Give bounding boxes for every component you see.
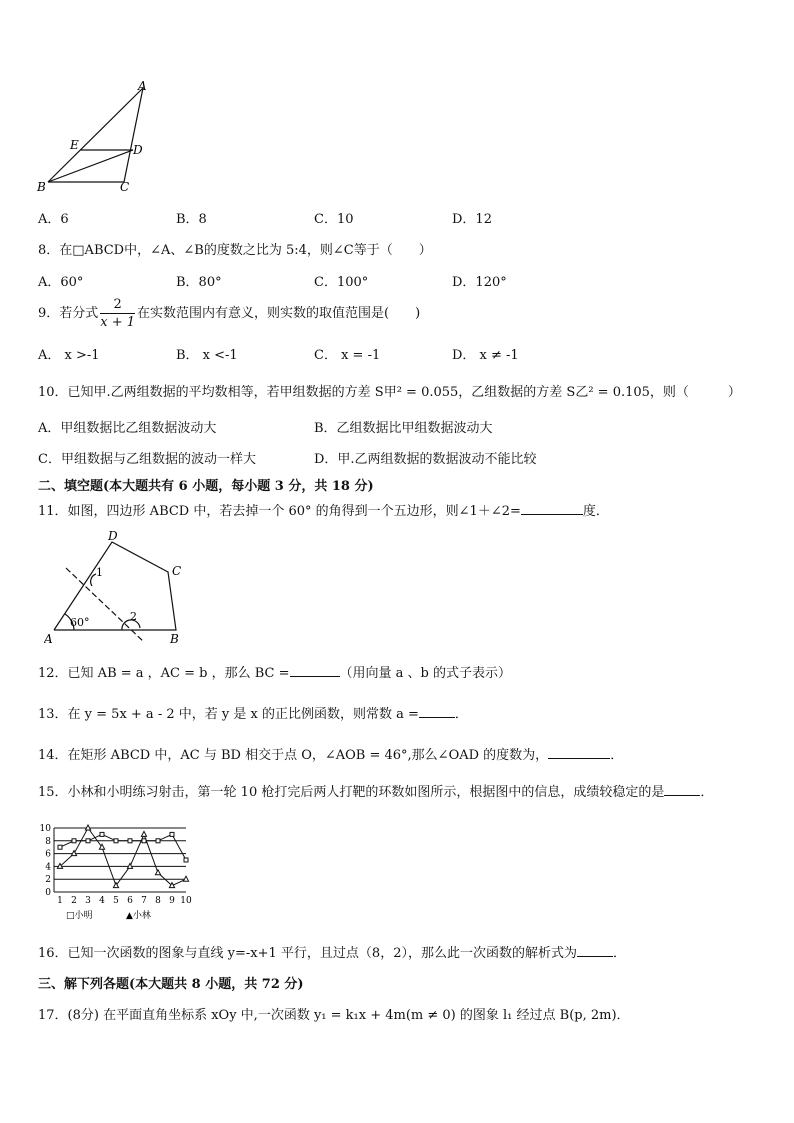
y-tick-label: 8	[45, 836, 51, 847]
q12-answer-blank[interactable]	[290, 664, 340, 677]
question-12	[38, 662, 511, 681]
edge-ac	[124, 88, 143, 182]
q8-option-a[interactable]: A．60°	[38, 275, 84, 290]
question-17: 17．(8分) 在平面直角坐标系 xOy 中,一次函数 y₁ = k₁x + 4m(m ≠ 0) 的图象 l₁ 经过点 B(p, 2m)．	[38, 1008, 630, 1023]
q9-option-c[interactable]: C． x = -1	[314, 348, 381, 363]
data-point-triangle	[141, 831, 146, 836]
q15-suffix: ．	[700, 785, 714, 800]
angle-1-label: 1	[96, 566, 103, 579]
q10-option-d[interactable]: D．甲.乙两组数据的数据波动不能比较	[314, 452, 537, 467]
q16-text: 16．已知一次函数的图象与直线 y=-x+1 平行，且过点（8，2），那么此一次函数的解析式为	[38, 946, 577, 961]
q10-option-c[interactable]: C．甲组数据与乙组数据的波动一样大	[38, 452, 256, 467]
angle-60-label: 60°	[70, 616, 90, 629]
q16-answer-blank[interactable]	[577, 944, 613, 957]
q8-option-c[interactable]: C．100°	[314, 275, 369, 290]
question-13	[38, 703, 468, 722]
x-tick-label: 6	[127, 896, 133, 906]
label-b: B	[37, 180, 46, 194]
data-point-square	[156, 839, 160, 843]
q9-option-a[interactable]: A． x >-1	[38, 348, 100, 363]
q13-text: 13．在 y = 5x + a - 2 中，若 y 是 x 的正比例函数，则常数 a =	[38, 707, 419, 722]
q14-text: 14．在矩形 ABCD 中，AC 与 BD 相交于点 O，∠AOB = 46°,那么∠OAD 的度数为，	[38, 748, 549, 763]
question-14	[38, 744, 623, 763]
q7-option-d[interactable]: D．12	[452, 212, 492, 227]
x-tick-label: 7	[141, 896, 147, 906]
q16-suffix: ．	[612, 946, 626, 961]
q12-text: 12．已知 AB = a ，AC = b ，那么 BC =	[38, 666, 290, 681]
q7-option-b[interactable]: B．8	[176, 212, 207, 227]
label-c: C	[120, 180, 130, 194]
pentagon-figure	[44, 528, 194, 646]
y-tick-label: 4	[45, 862, 51, 873]
question-11	[38, 500, 609, 519]
question-16	[38, 942, 626, 961]
x-tick-label: 5	[113, 896, 119, 906]
label-d: D	[108, 529, 118, 543]
q11-answer-blank[interactable]	[521, 502, 583, 515]
q8-option-b[interactable]: B．80°	[176, 275, 222, 290]
data-point-square	[86, 839, 90, 843]
q11-text: 11．如图，四边形 ABCD 中，若去掉一个 60° 的角得到一个五边形，则∠1＋∠2=	[38, 504, 521, 519]
label-d: D	[133, 143, 143, 157]
data-point-square	[114, 839, 118, 843]
triangle-figure	[30, 78, 160, 196]
shooting-score-chart	[36, 822, 196, 926]
data-point-square	[128, 839, 132, 843]
data-point-triangle	[155, 870, 160, 875]
label-c: C	[172, 564, 182, 578]
data-point-square	[100, 832, 104, 836]
question-8: 8．在□ABCD中，∠A、∠B的度数之比为 5:4，则∠C等于（ ）	[38, 243, 432, 258]
q15-text: 15．小林和小明练习射击，第一轮 10 枪打完后两人打靶的环数如图所示，根据图中的信息，成绩较稳定的是	[38, 785, 665, 800]
cut-dashed-line	[66, 568, 144, 642]
data-point-square	[184, 858, 188, 862]
question-9	[38, 298, 420, 329]
q9-option-b[interactable]: B． x <-1	[176, 348, 238, 363]
data-point-square	[58, 845, 62, 849]
q7-option-c[interactable]: C．10	[314, 212, 354, 227]
x-tick-label: 8	[155, 896, 161, 906]
y-tick-label: 2	[45, 875, 51, 886]
q14-suffix: ．	[610, 748, 624, 763]
q8-option-d[interactable]: D．120°	[452, 275, 507, 290]
x-tick-label: 4	[99, 896, 105, 906]
q14-answer-blank[interactable]	[548, 746, 610, 759]
data-point-triangle	[183, 876, 188, 881]
section-2-heading: 二、填空题(本大题共有 6 小题，每小题 3 分，共 18 分)	[38, 479, 374, 494]
data-point-triangle	[71, 851, 76, 856]
q9-suffix: 在实数范围内有意义，则实数的取值范围是( )	[137, 306, 421, 321]
label-b: B	[170, 632, 179, 646]
q12-suffix: （用向量 a 、b 的式子表示）	[339, 666, 511, 681]
y-tick-label: 6	[45, 849, 51, 860]
data-point-triangle	[127, 863, 132, 868]
x-tick-label: 9	[169, 896, 175, 906]
q9-fraction: $\frac{2}{x + 1}$	[100, 297, 136, 330]
angle-2-label: 2	[130, 610, 137, 623]
data-point-square	[72, 839, 76, 843]
q10-option-b[interactable]: B．乙组数据比甲组数据波动大	[314, 421, 493, 436]
question-15	[38, 781, 713, 800]
q9-prefix: 9．若分式	[38, 306, 99, 321]
legend-entry: ▲小林	[126, 911, 151, 921]
q11-suffix: 度．	[582, 504, 609, 519]
label-a: A	[44, 632, 53, 646]
q13-suffix: ．	[454, 707, 468, 722]
y-tick-label: 0	[45, 888, 51, 898]
x-tick-label: 10	[180, 896, 192, 906]
data-point-square	[170, 832, 174, 836]
x-tick-label: 3	[85, 896, 91, 906]
q15-answer-blank[interactable]	[664, 783, 700, 796]
question-10: 10．已知甲.乙两组数据的平均数相等，若甲组数据的方差 S甲² = 0.055，乙组数据的方差 S乙² = 0.105，则（ ）	[38, 385, 741, 400]
x-tick-label: 1	[57, 896, 63, 906]
edge-ab	[48, 88, 143, 182]
legend-entry: □小明	[66, 911, 93, 921]
label-e: E	[70, 138, 79, 152]
y-tick-label: 10	[39, 824, 51, 834]
x-tick-label: 2	[71, 896, 77, 906]
q13-answer-blank[interactable]	[419, 705, 455, 718]
q7-option-a[interactable]: A．6	[38, 212, 69, 227]
q9-option-d[interactable]: D． x ≠ -1	[452, 348, 519, 363]
label-a: A	[138, 79, 147, 93]
series-line-square	[60, 834, 186, 860]
q10-option-a[interactable]: A．甲组数据比乙组数据波动大	[38, 421, 217, 436]
edge-bd	[48, 150, 133, 182]
data-point-triangle	[85, 825, 90, 830]
section-3-heading: 三、解下列各题(本大题共 8 小题，共 72 分)	[38, 977, 304, 992]
